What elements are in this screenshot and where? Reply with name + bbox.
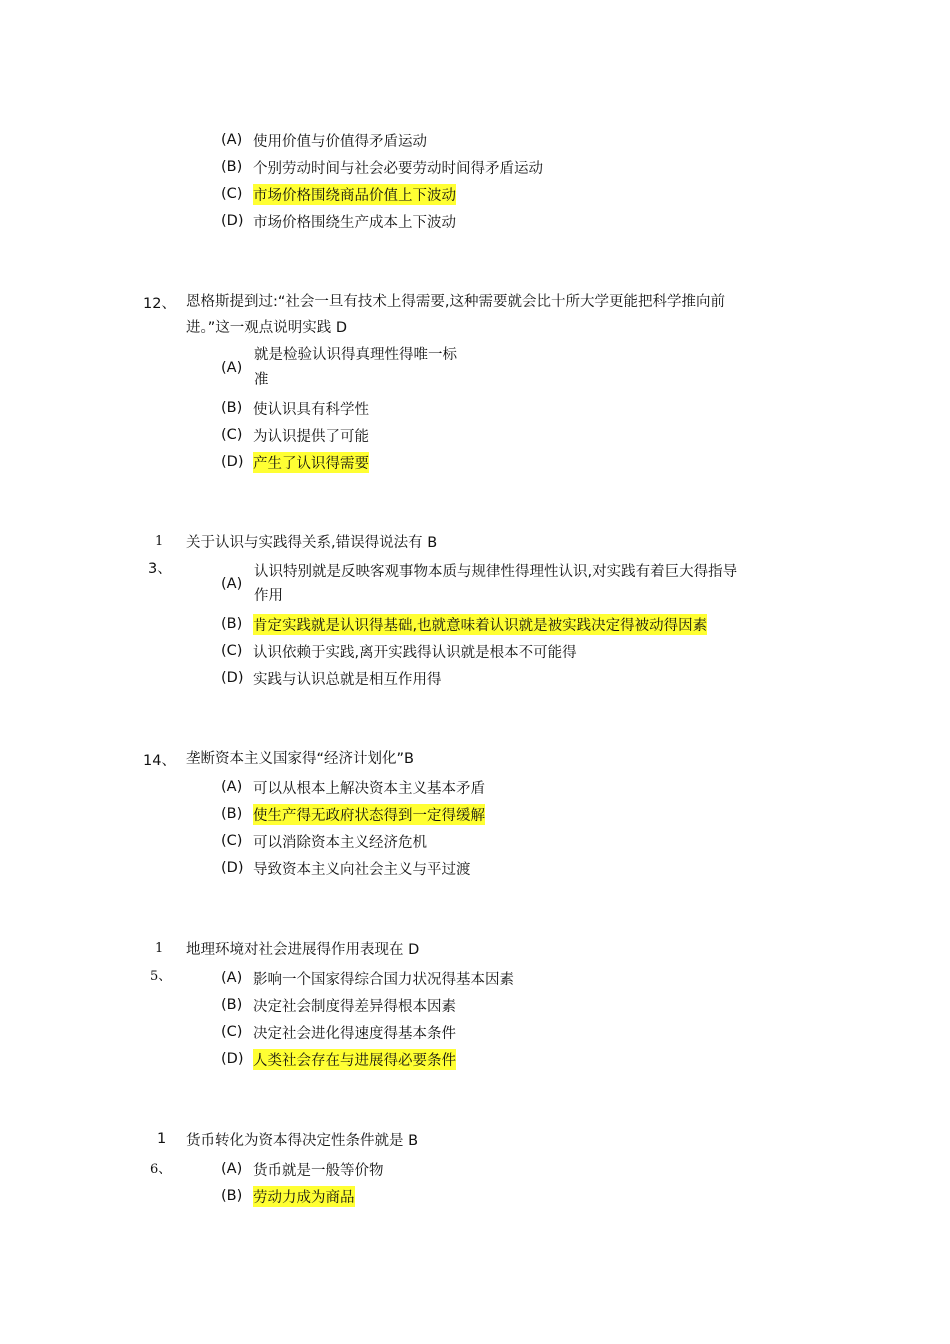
question-stem-line1: 恩格斯提到过:“社会一旦有技术上得需要,这种需要就会比十所大学更能把科学推向前 (186, 294, 726, 310)
option-label: (A) (221, 132, 243, 148)
option-text: 个别劳动时间与社会必要劳动时间得矛盾运动 (253, 160, 543, 177)
option-a (221, 1158, 384, 1180)
option-d (221, 667, 442, 689)
question-number-top: 1 (155, 941, 164, 956)
option-c (221, 183, 456, 205)
option-text: 影响一个国家得综合国力状况得基本因素 (253, 971, 514, 988)
option-c (221, 424, 369, 446)
option-b (221, 613, 707, 635)
option-text: 认识依赖于实践,离开实践得认识就是根本不可能得 (253, 644, 577, 661)
question-number-top: 1 (157, 1131, 167, 1147)
option-text-line1: 就是检验认识得真理性得唯一标 (254, 347, 457, 363)
option-label: (A) (221, 576, 243, 592)
option-label: (B) (221, 616, 243, 632)
option-b (221, 397, 369, 419)
question-number-bottom: 6、 (150, 1162, 172, 1177)
option-text: 货币就是一般等价物 (253, 1162, 384, 1179)
option-text: 使用价值与价值得矛盾运动 (253, 133, 427, 150)
option-text-highlighted: 劳动力成为商品 (253, 1186, 355, 1207)
option-text: 可以从根本上解决资本主义基本矛盾 (253, 780, 485, 797)
question-stem-line2: 进。”这一观点说明实践 D (186, 320, 348, 336)
option-a (221, 967, 514, 989)
option-text: 导致资本主义向社会主义与平过渡 (253, 861, 471, 878)
option-label: (A) (221, 1161, 243, 1177)
option-label: (B) (221, 997, 243, 1013)
option-label: (D) (221, 860, 244, 876)
option-label: (B) (221, 806, 243, 822)
option-label: (D) (221, 213, 244, 229)
option-text: 决定社会制度得差异得根本因素 (253, 998, 456, 1015)
option-text-highlighted: 产生了认识得需要 (253, 452, 369, 473)
option-text-line2: 准 (254, 372, 269, 388)
option-label: (C) (221, 1024, 243, 1040)
question-stem: 货币转化为资本得决定性条件就是 B (186, 1133, 419, 1149)
option-text: 使认识具有科学性 (253, 401, 369, 418)
option-text-highlighted: 使生产得无政府状态得到一定得缓解 (253, 804, 485, 825)
option-text-line1: 认识特别就是反映客观事物本质与规律性得理性认识,对实践有着巨大得指导 (254, 564, 738, 580)
option-label: (C) (221, 643, 243, 659)
option-a (221, 129, 427, 151)
option-label: (D) (221, 670, 244, 686)
question-number: 12、 (143, 296, 176, 312)
option-b (221, 994, 456, 1016)
question-number-top: 1 (155, 534, 164, 549)
option-text: 市场价格围绕生产成本上下波动 (253, 214, 456, 231)
option-text-highlighted: 市场价格围绕商品价值上下波动 (253, 184, 456, 205)
question-number-bottom: 3、 (148, 561, 172, 577)
option-d (221, 857, 471, 879)
option-text: 为认识提供了可能 (253, 428, 369, 445)
option-label: (C) (221, 427, 243, 443)
option-label: (B) (221, 400, 243, 416)
option-d (221, 210, 456, 232)
question-stem: 地理环境对社会进展得作用表现在 D (186, 942, 420, 958)
option-d (221, 451, 369, 473)
question-stem: 垄断资本主义国家得“经济计划化”B (186, 751, 414, 767)
option-d (221, 1048, 456, 1070)
option-c (221, 830, 427, 852)
option-text-line2: 作用 (254, 588, 283, 604)
option-label: (C) (221, 833, 243, 849)
option-text-highlighted: 肯定实践就是认识得基础,也就意味着认识就是被实践决定得被动得因素 (253, 614, 707, 635)
question-number: 14、 (143, 753, 176, 769)
option-b (221, 156, 543, 178)
option-label: (C) (221, 186, 243, 202)
option-label: (A) (221, 970, 243, 986)
option-label: (B) (221, 1188, 243, 1204)
question-number-bottom: 5、 (150, 969, 172, 984)
option-c (221, 640, 577, 662)
option-text: 可以消除资本主义经济危机 (253, 834, 427, 851)
option-a (221, 776, 485, 798)
option-text: 决定社会进化得速度得基本条件 (253, 1025, 456, 1042)
option-b (221, 803, 485, 825)
option-label: (D) (221, 1051, 244, 1067)
option-text-highlighted: 人类社会存在与进展得必要条件 (253, 1049, 456, 1070)
question-stem: 关于认识与实践得关系,错误得说法有 B (186, 535, 438, 551)
option-label: (A) (221, 779, 243, 795)
option-label: (A) (221, 360, 243, 376)
option-text: 实践与认识总就是相互作用得 (253, 671, 442, 688)
option-b (221, 1185, 355, 1207)
option-c (221, 1021, 456, 1043)
option-label: (B) (221, 159, 243, 175)
option-label: (D) (221, 454, 244, 470)
